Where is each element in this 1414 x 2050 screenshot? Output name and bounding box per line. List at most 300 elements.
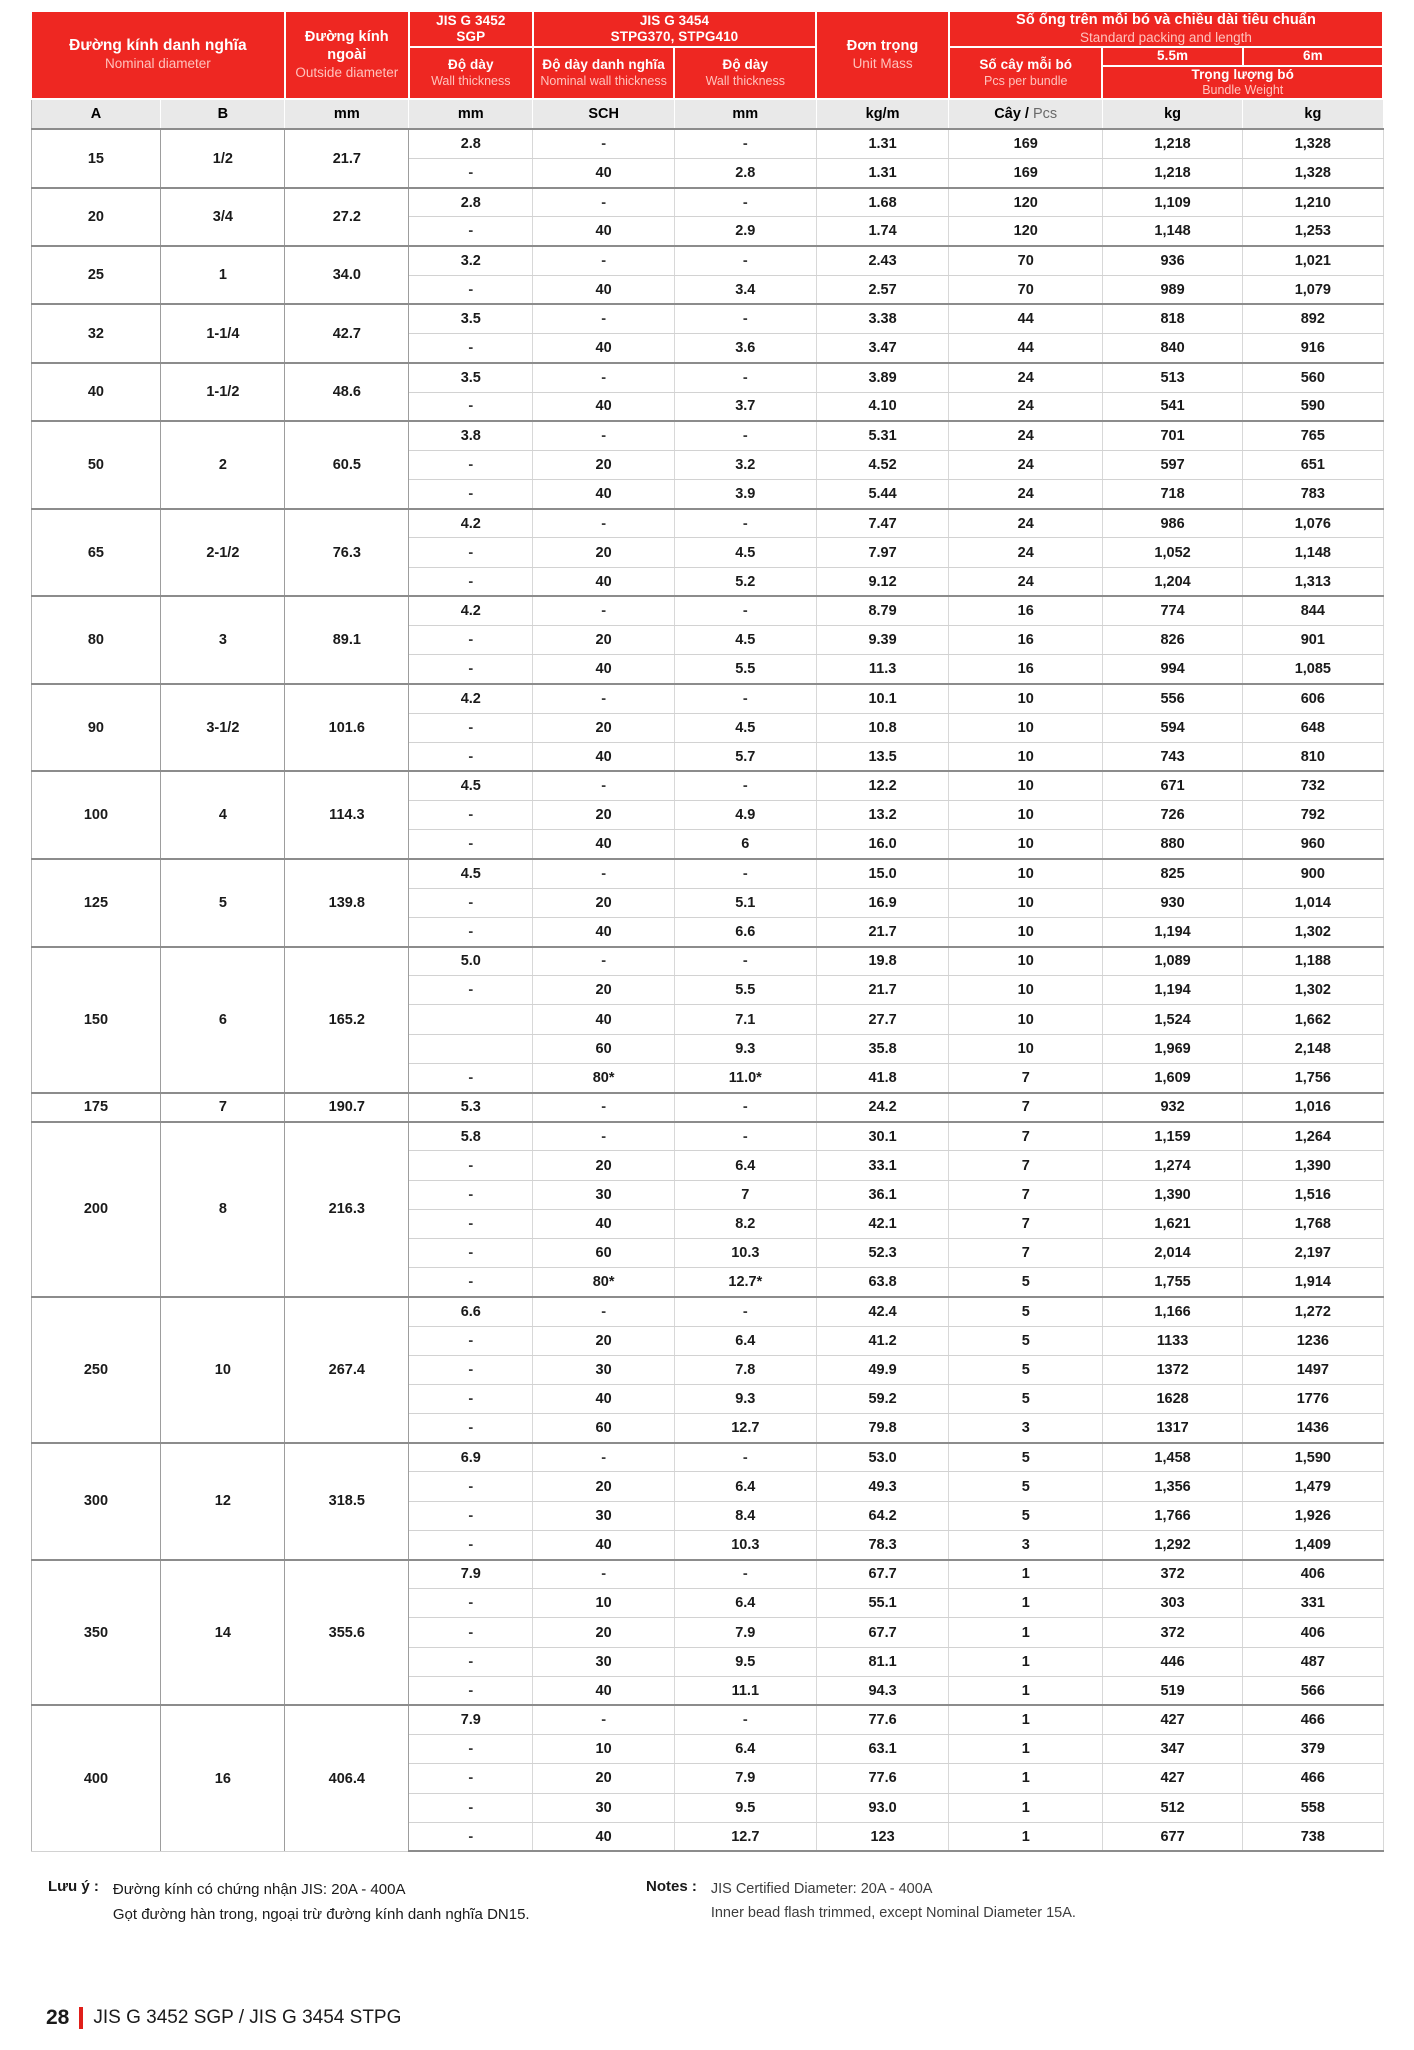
cell-wall-thickness-sgp: - (409, 1384, 533, 1413)
cell-pcs-per-bundle: 1 (949, 1705, 1102, 1734)
notes-vi-line-2: Gọt đường hàn trong, ngoại trừ đường kính danh nghĩa DN15. (112, 1906, 530, 1924)
cell-outside-diameter: 165.2 (285, 947, 409, 1093)
table-row (31, 421, 1383, 450)
cell-wall-thickness-stpg: 4.5 (674, 626, 816, 655)
cell-sch: - (533, 947, 675, 976)
cell-wall-thickness-stpg: - (674, 304, 816, 333)
cell-bundle-weight-5-5m: 677 (1102, 1822, 1242, 1851)
notes-en-line-2: Inner bead flash trimmed, except Nominal Diameter 15A. (710, 1905, 1076, 1922)
cell-bundle-weight-6m: 1,253 (1243, 217, 1383, 246)
cell-outside-diameter: 406.4 (285, 1705, 409, 1851)
cell-unit-mass: 10.1 (816, 684, 949, 713)
cell-bundle-weight-6m: 651 (1243, 450, 1383, 479)
cell-nominal-diameter-b: 8 (161, 1122, 285, 1297)
notes-vi-body (113, 1878, 530, 1928)
cell-wall-thickness-stpg: - (674, 1093, 816, 1122)
cell-unit-mass: 77.6 (816, 1705, 949, 1734)
cell-wall-thickness-sgp: - (409, 1238, 533, 1267)
cell-sch: 10 (533, 1589, 675, 1618)
cell-wall-thickness-stpg: - (674, 1297, 816, 1326)
cell-nominal-diameter-b: 1 (161, 246, 285, 304)
cell-wall-thickness-stpg: 11.0* (674, 1063, 816, 1092)
cell-wall-thickness-sgp: - (409, 626, 533, 655)
unit-row (31, 99, 1383, 129)
cell-pcs-per-bundle: 10 (949, 1005, 1102, 1034)
header-pcs-per-bundle-vi: Số cây mỗi bó (979, 57, 1073, 73)
cell-wall-thickness-sgp: 4.2 (409, 509, 533, 538)
table-row (31, 596, 1383, 625)
cell-nominal-diameter-a: 65 (31, 509, 161, 597)
cell-unit-mass: 3.38 (816, 304, 949, 333)
cell-bundle-weight-6m: 900 (1243, 859, 1383, 888)
cell-bundle-weight-6m: 738 (1243, 1822, 1383, 1851)
cell-pcs-per-bundle: 1 (949, 1647, 1102, 1676)
cell-nominal-diameter-a: 175 (31, 1093, 161, 1122)
cell-outside-diameter: 76.3 (285, 509, 409, 597)
cell-unit-mass: 4.10 (816, 392, 949, 421)
cell-bundle-weight-6m: 901 (1243, 626, 1383, 655)
cell-pcs-per-bundle: 7 (949, 1151, 1102, 1180)
cell-wall-thickness-stpg: 3.2 (674, 450, 816, 479)
cell-pcs-per-bundle: 3 (949, 1530, 1102, 1559)
cell-bundle-weight-6m: 590 (1243, 392, 1383, 421)
cell-sch: 40 (533, 275, 675, 304)
cell-bundle-weight-6m: 1,756 (1243, 1063, 1383, 1092)
cell-wall-thickness-sgp: - (409, 1793, 533, 1822)
cell-pcs-per-bundle: 10 (949, 1034, 1102, 1063)
cell-sch: 40 (533, 917, 675, 946)
header-nominal-diameter-vi: Đường kính danh nghĩa (69, 37, 247, 55)
cell-sch: 40 (533, 655, 675, 684)
cell-unit-mass: 59.2 (816, 1384, 949, 1413)
cell-wall-thickness-stpg: 9.5 (674, 1647, 816, 1676)
cell-nominal-diameter-a: 90 (31, 684, 161, 772)
cell-wall-thickness-sgp: - (409, 1501, 533, 1530)
cell-pcs-per-bundle: 5 (949, 1326, 1102, 1355)
cell-wall-thickness-stpg: 9.3 (674, 1034, 816, 1063)
cell-nominal-diameter-b: 16 (161, 1705, 285, 1851)
cell-bundle-weight-6m: 916 (1243, 334, 1383, 363)
cell-bundle-weight-6m: 844 (1243, 596, 1383, 625)
cell-pcs-per-bundle: 24 (949, 421, 1102, 450)
cell-bundle-weight-6m: 2,197 (1243, 1238, 1383, 1267)
cell-bundle-weight-6m: 1,313 (1243, 567, 1383, 596)
cell-bundle-weight-5-5m: 512 (1102, 1793, 1242, 1822)
cell-outside-diameter: 318.5 (285, 1443, 409, 1560)
cell-nominal-diameter-b: 2-1/2 (161, 509, 285, 597)
cell-unit-mass: 67.7 (816, 1560, 949, 1589)
cell-bundle-weight-5-5m: 372 (1102, 1560, 1242, 1589)
cell-bundle-weight-6m: 1,390 (1243, 1151, 1383, 1180)
cell-nominal-diameter-a: 200 (31, 1122, 161, 1297)
unit-wall-thickness-sgp: mm (409, 99, 533, 129)
cell-bundle-weight-6m: 1776 (1243, 1384, 1383, 1413)
cell-unit-mass: 42.1 (816, 1209, 949, 1238)
header-wall-thickness-stpg (674, 47, 816, 99)
cell-pcs-per-bundle: 7 (949, 1209, 1102, 1238)
cell-sch: - (533, 1297, 675, 1326)
cell-unit-mass: 9.12 (816, 567, 949, 596)
cell-sch: 60 (533, 1414, 675, 1443)
cell-bundle-weight-5-5m: 930 (1102, 888, 1242, 917)
cell-bundle-weight-5-5m: 541 (1102, 392, 1242, 421)
cell-bundle-weight-6m: 1,516 (1243, 1180, 1383, 1209)
cell-sch: 40 (533, 1530, 675, 1559)
cell-nominal-diameter-b: 3 (161, 596, 285, 684)
cell-wall-thickness-sgp: 3.5 (409, 363, 533, 392)
cell-wall-thickness-sgp: 3.5 (409, 304, 533, 333)
cell-unit-mass: 5.31 (816, 421, 949, 450)
cell-wall-thickness-stpg: 3.4 (674, 275, 816, 304)
cell-wall-thickness-stpg: - (674, 596, 816, 625)
cell-unit-mass: 1.74 (816, 217, 949, 246)
cell-bundle-weight-5-5m: 1,274 (1102, 1151, 1242, 1180)
cell-pcs-per-bundle: 24 (949, 538, 1102, 567)
cell-nominal-diameter-b: 7 (161, 1093, 285, 1122)
cell-pcs-per-bundle: 10 (949, 917, 1102, 946)
cell-unit-mass: 81.1 (816, 1647, 949, 1676)
header-wall-thickness-stpg-vi: Độ dày (722, 57, 769, 73)
header-wall-thickness-sgp-vi: Độ dày (447, 57, 494, 73)
cell-pcs-per-bundle: 1 (949, 1589, 1102, 1618)
cell-nominal-diameter-b: 2 (161, 421, 285, 509)
cell-bundle-weight-5-5m: 1,089 (1102, 947, 1242, 976)
cell-wall-thickness-sgp: - (409, 1268, 533, 1297)
header-standard-packing (949, 11, 1383, 47)
cell-unit-mass: 13.5 (816, 742, 949, 771)
cell-pcs-per-bundle: 169 (949, 129, 1102, 158)
footer-title: JIS G 3452 SGP / JIS G 3454 STPG (93, 2006, 402, 2028)
page-footer (30, 2006, 1384, 2050)
cell-wall-thickness-stpg: 6 (674, 830, 816, 859)
header-unit-mass (816, 11, 949, 99)
cell-nominal-diameter-a: 150 (31, 947, 161, 1093)
cell-pcs-per-bundle: 5 (949, 1297, 1102, 1326)
cell-wall-thickness-sgp: - (409, 1355, 533, 1384)
cell-nominal-diameter-a: 350 (31, 1560, 161, 1706)
cell-sch: 20 (533, 450, 675, 479)
cell-pcs-per-bundle: 10 (949, 713, 1102, 742)
cell-wall-thickness-sgp: 4.5 (409, 859, 533, 888)
cell-sch: 60 (533, 1238, 675, 1267)
cell-bundle-weight-5-5m: 936 (1102, 246, 1242, 275)
cell-bundle-weight-5-5m: 1,218 (1102, 159, 1242, 188)
header-jis-3452-code: JIS G 3452 (436, 12, 506, 28)
cell-pcs-per-bundle: 70 (949, 275, 1102, 304)
notes-vi-line-1: Đường kính có chứng nhận JIS: 20A - 400A (112, 1881, 406, 1899)
cell-wall-thickness-stpg: - (674, 129, 816, 158)
notes-section (30, 1878, 1384, 1928)
cell-unit-mass: 2.57 (816, 275, 949, 304)
cell-wall-thickness-sgp: - (409, 1530, 533, 1559)
cell-unit-mass: 12.2 (816, 771, 949, 800)
cell-bundle-weight-5-5m: 1372 (1102, 1355, 1242, 1384)
table-row (31, 246, 1383, 275)
cell-pcs-per-bundle: 44 (949, 334, 1102, 363)
pipe-spec-table (30, 10, 1384, 1852)
cell-bundle-weight-5-5m: 1628 (1102, 1384, 1242, 1413)
cell-pcs-per-bundle: 1 (949, 1793, 1102, 1822)
cell-unit-mass: 78.3 (816, 1530, 949, 1559)
cell-sch: - (533, 1560, 675, 1589)
cell-outside-diameter: 27.2 (285, 188, 409, 246)
cell-wall-thickness-sgp: - (409, 1180, 533, 1209)
notes-en-body (711, 1878, 1076, 1928)
cell-nominal-diameter-a: 125 (31, 859, 161, 947)
header-nominal-wall-thickness-vi: Độ dày danh nghĩa (542, 57, 665, 73)
cell-sch: 20 (533, 1618, 675, 1647)
cell-wall-thickness-stpg: 9.5 (674, 1793, 816, 1822)
cell-bundle-weight-5-5m: 1,356 (1102, 1472, 1242, 1501)
header-jis-3454-grade: STPG370, STPG410 (610, 29, 739, 45)
unit-a: A (31, 99, 161, 129)
cell-pcs-per-bundle: 24 (949, 567, 1102, 596)
cell-bundle-weight-6m: 1,021 (1243, 246, 1383, 275)
cell-pcs-per-bundle: 7 (949, 1238, 1102, 1267)
cell-wall-thickness-sgp: - (409, 1414, 533, 1443)
cell-wall-thickness-sgp: - (409, 888, 533, 917)
cell-bundle-weight-6m: 487 (1243, 1647, 1383, 1676)
cell-bundle-weight-6m: 1,264 (1243, 1122, 1383, 1151)
cell-wall-thickness-stpg: 10.3 (674, 1530, 816, 1559)
cell-outside-diameter: 267.4 (285, 1297, 409, 1443)
unit-kg-5-5m: kg (1102, 99, 1242, 129)
cell-bundle-weight-6m: 1,210 (1243, 188, 1383, 217)
cell-pcs-per-bundle: 16 (949, 626, 1102, 655)
cell-sch: - (533, 421, 675, 450)
cell-bundle-weight-6m: 466 (1243, 1764, 1383, 1793)
cell-wall-thickness-sgp: - (409, 1764, 533, 1793)
cell-sch: 80* (533, 1268, 675, 1297)
cell-pcs-per-bundle: 10 (949, 888, 1102, 917)
cell-unit-mass: 8.79 (816, 596, 949, 625)
cell-pcs-per-bundle: 10 (949, 830, 1102, 859)
cell-bundle-weight-6m: 1,479 (1243, 1472, 1383, 1501)
cell-unit-mass: 10.8 (816, 713, 949, 742)
cell-outside-diameter: 60.5 (285, 421, 409, 509)
cell-sch: - (533, 1443, 675, 1472)
cell-wall-thickness-sgp: 2.8 (409, 129, 533, 158)
cell-bundle-weight-6m: 960 (1243, 830, 1383, 859)
cell-sch: 30 (533, 1793, 675, 1822)
cell-wall-thickness-sgp: 4.2 (409, 596, 533, 625)
cell-nominal-diameter-b: 14 (161, 1560, 285, 1706)
header-bundle-weight (1102, 66, 1383, 100)
cell-wall-thickness-sgp: - (409, 801, 533, 830)
cell-nominal-diameter-b: 3-1/2 (161, 684, 285, 772)
cell-bundle-weight-6m: 1,590 (1243, 1443, 1383, 1472)
table-row (31, 1443, 1383, 1472)
cell-bundle-weight-6m: 792 (1243, 801, 1383, 830)
cell-bundle-weight-6m: 1,328 (1243, 159, 1383, 188)
cell-bundle-weight-5-5m: 427 (1102, 1764, 1242, 1793)
cell-nominal-diameter-a: 20 (31, 188, 161, 246)
cell-wall-thickness-stpg: - (674, 246, 816, 275)
notes-en-label: Notes : (646, 1878, 697, 1896)
cell-pcs-per-bundle: 1 (949, 1618, 1102, 1647)
cell-sch: 40 (533, 1384, 675, 1413)
cell-wall-thickness-sgp: - (409, 1151, 533, 1180)
cell-unit-mass: 67.7 (816, 1618, 949, 1647)
cell-sch: 20 (533, 976, 675, 1005)
cell-pcs-per-bundle: 5 (949, 1443, 1102, 1472)
cell-unit-mass: 7.47 (816, 509, 949, 538)
cell-sch: - (533, 188, 675, 217)
cell-bundle-weight-6m: 810 (1243, 742, 1383, 771)
cell-bundle-weight-5-5m: 825 (1102, 859, 1242, 888)
cell-wall-thickness-sgp: 7.9 (409, 1560, 533, 1589)
cell-bundle-weight-5-5m: 818 (1102, 304, 1242, 333)
cell-wall-thickness-stpg: 8.4 (674, 1501, 816, 1530)
header-wall-thickness-sgp-en: Wall thickness (431, 73, 511, 88)
cell-bundle-weight-5-5m: 1,458 (1102, 1443, 1242, 1472)
cell-nominal-diameter-b: 10 (161, 1297, 285, 1443)
cell-pcs-per-bundle: 16 (949, 655, 1102, 684)
header-jis-3452 (409, 11, 533, 47)
cell-wall-thickness-sgp: 4.2 (409, 684, 533, 713)
cell-bundle-weight-5-5m: 826 (1102, 626, 1242, 655)
cell-bundle-weight-5-5m: 1,969 (1102, 1034, 1242, 1063)
table-row (31, 363, 1383, 392)
cell-bundle-weight-5-5m: 840 (1102, 334, 1242, 363)
header-unit-mass-vi: Đơn trọng (846, 38, 919, 55)
header-jis-3454-code: JIS G 3454 (639, 12, 710, 28)
cell-bundle-weight-6m: 1,662 (1243, 1005, 1383, 1034)
cell-pcs-per-bundle: 44 (949, 304, 1102, 333)
cell-wall-thickness-stpg: 7.8 (674, 1355, 816, 1384)
cell-wall-thickness-sgp: - (409, 1326, 533, 1355)
cell-pcs-per-bundle: 1 (949, 1735, 1102, 1764)
cell-wall-thickness-sgp: 3.8 (409, 421, 533, 450)
cell-wall-thickness-stpg: 5.2 (674, 567, 816, 596)
cell-wall-thickness-sgp: - (409, 450, 533, 479)
cell-unit-mass: 33.1 (816, 1151, 949, 1180)
cell-unit-mass: 5.44 (816, 480, 949, 509)
cell-pcs-per-bundle: 24 (949, 480, 1102, 509)
cell-sch: 40 (533, 480, 675, 509)
cell-nominal-diameter-a: 250 (31, 1297, 161, 1443)
cell-wall-thickness-stpg: 6.4 (674, 1326, 816, 1355)
cell-wall-thickness-stpg: 3.6 (674, 334, 816, 363)
cell-bundle-weight-5-5m: 1,109 (1102, 188, 1242, 217)
header-outside-diameter-vi: Đường kính ngoài (304, 29, 389, 63)
cell-bundle-weight-5-5m: 1,292 (1102, 1530, 1242, 1559)
cell-pcs-per-bundle: 24 (949, 509, 1102, 538)
cell-pcs-per-bundle: 7 (949, 1122, 1102, 1151)
cell-pcs-per-bundle: 24 (949, 392, 1102, 421)
cell-unit-mass: 30.1 (816, 1122, 949, 1151)
cell-nominal-diameter-b: 5 (161, 859, 285, 947)
cell-wall-thickness-sgp: 6.6 (409, 1297, 533, 1326)
header-bundle-weight-vi: Trọng lượng bó (1191, 66, 1294, 82)
cell-sch: - (533, 771, 675, 800)
cell-pcs-per-bundle: 10 (949, 801, 1102, 830)
cell-unit-mass: 41.2 (816, 1326, 949, 1355)
cell-unit-mass: 52.3 (816, 1238, 949, 1267)
header-jis-3454 (533, 11, 816, 47)
cell-unit-mass: 64.2 (816, 1501, 949, 1530)
table-row (31, 1093, 1383, 1122)
cell-unit-mass: 13.2 (816, 801, 949, 830)
notes-vi-label: Lưu ý : (48, 1878, 99, 1896)
cell-wall-thickness-stpg: 12.7 (674, 1414, 816, 1443)
cell-wall-thickness-stpg: - (674, 947, 816, 976)
cell-wall-thickness-stpg: 8.2 (674, 1209, 816, 1238)
header-length-5-5m (1102, 47, 1242, 65)
cell-wall-thickness-stpg: - (674, 684, 816, 713)
cell-nominal-diameter-a: 40 (31, 363, 161, 421)
cell-sch: - (533, 509, 675, 538)
cell-bundle-weight-6m: 1436 (1243, 1414, 1383, 1443)
cell-pcs-per-bundle: 7 (949, 1180, 1102, 1209)
cell-sch: - (533, 684, 675, 713)
cell-unit-mass: 42.4 (816, 1297, 949, 1326)
cell-pcs-per-bundle: 5 (949, 1472, 1102, 1501)
cell-bundle-weight-6m: 1,328 (1243, 129, 1383, 158)
cell-bundle-weight-5-5m: 347 (1102, 1735, 1242, 1764)
cell-sch: 40 (533, 1676, 675, 1705)
cell-wall-thickness-stpg: 2.9 (674, 217, 816, 246)
cell-unit-mass: 21.7 (816, 917, 949, 946)
cell-wall-thickness-stpg: 11.1 (674, 1676, 816, 1705)
header-outside-diameter (285, 11, 409, 99)
cell-unit-mass: 41.8 (816, 1063, 949, 1092)
cell-bundle-weight-5-5m: 718 (1102, 480, 1242, 509)
cell-unit-mass: 19.8 (816, 947, 949, 976)
cell-pcs-per-bundle: 7 (949, 1093, 1102, 1122)
cell-wall-thickness-sgp: - (409, 1589, 533, 1618)
unit-b: B (161, 99, 285, 129)
cell-outside-diameter: 42.7 (285, 304, 409, 362)
cell-wall-thickness-sgp: - (409, 1209, 533, 1238)
cell-bundle-weight-6m: 1,148 (1243, 538, 1383, 567)
footer-divider-bar (79, 2007, 83, 2029)
cell-nominal-diameter-a: 25 (31, 246, 161, 304)
cell-bundle-weight-5-5m: 1,148 (1102, 217, 1242, 246)
unit-wall-thickness-stpg: mm (674, 99, 816, 129)
cell-bundle-weight-5-5m: 932 (1102, 1093, 1242, 1122)
table-row (31, 304, 1383, 333)
cell-sch: 30 (533, 1180, 675, 1209)
cell-nominal-diameter-b: 1/2 (161, 129, 285, 187)
cell-outside-diameter: 355.6 (285, 1560, 409, 1706)
cell-pcs-per-bundle: 1 (949, 1822, 1102, 1851)
cell-wall-thickness-sgp: - (409, 334, 533, 363)
cell-bundle-weight-5-5m: 726 (1102, 801, 1242, 830)
unit-kg-6m: kg (1243, 99, 1383, 129)
cell-bundle-weight-6m: 1,076 (1243, 509, 1383, 538)
table-row (31, 509, 1383, 538)
cell-wall-thickness-stpg: 5.5 (674, 976, 816, 1005)
unit-pcs-vi: Cây / (994, 106, 1029, 123)
cell-pcs-per-bundle: 16 (949, 596, 1102, 625)
cell-bundle-weight-6m: 783 (1243, 480, 1383, 509)
cell-sch: 40 (533, 1005, 675, 1034)
cell-bundle-weight-5-5m: 774 (1102, 596, 1242, 625)
cell-unit-mass: 49.9 (816, 1355, 949, 1384)
table-header (31, 11, 1383, 129)
cell-pcs-per-bundle: 1 (949, 1676, 1102, 1705)
cell-unit-mass: 1.68 (816, 188, 949, 217)
cell-wall-thickness-sgp: - (409, 1472, 533, 1501)
cell-bundle-weight-5-5m: 1,166 (1102, 1297, 1242, 1326)
cell-sch: 20 (533, 626, 675, 655)
cell-wall-thickness-sgp: 5.8 (409, 1122, 533, 1151)
cell-unit-mass: 16.0 (816, 830, 949, 859)
header-nominal-wall-thickness (533, 47, 675, 99)
table-row (31, 1705, 1383, 1734)
cell-pcs-per-bundle: 10 (949, 684, 1102, 713)
